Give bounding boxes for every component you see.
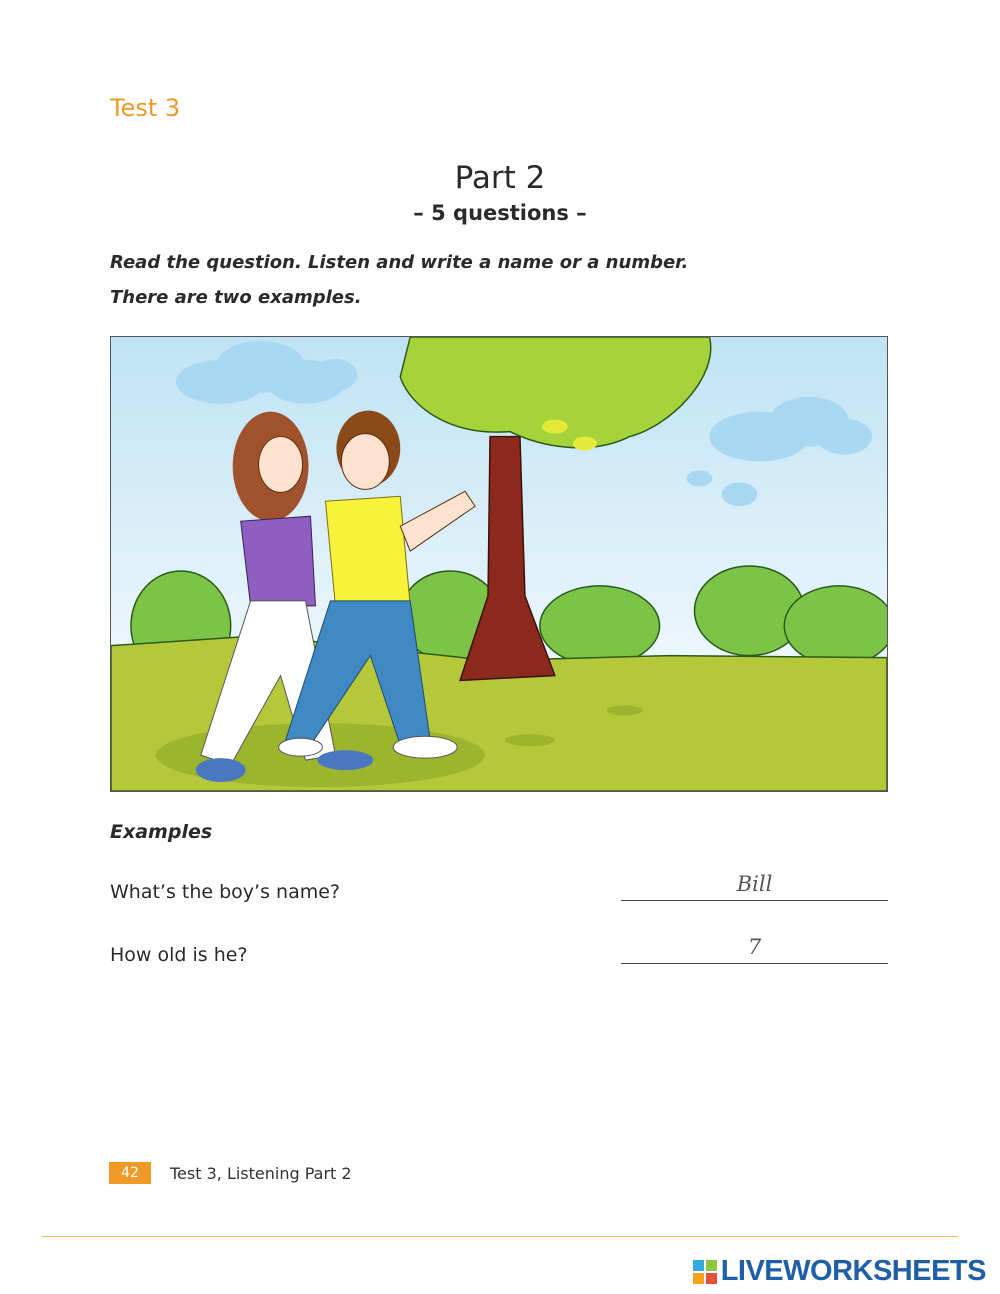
brand-name: LIVEWORKSHEETS [720,1255,986,1287]
test-label: Test 3 [110,94,181,122]
example-answer-2: 7 [747,935,762,959]
liveworksheets-logo-icon [693,1260,717,1284]
example-question-1: What’s the boy’s name? [110,881,340,903]
liveworksheets-logo[interactable] [693,1255,986,1288]
example-question-2: How old is he? [110,944,248,966]
footer-section: Test 3, Listening Part 2 [170,1164,352,1183]
example-answer-1: Bill [736,872,773,896]
instruction-line-2: There are two examples. [110,287,362,308]
park-scene-image [111,337,887,791]
park-illustration [110,336,888,792]
example-answer-2-line [621,933,888,964]
page-number: 42 [109,1162,151,1184]
part-subtitle: – 5 questions – [413,201,587,225]
example-answer-1-line [621,870,888,901]
examples-heading: Examples [110,821,213,843]
part-title: Part 2 [454,160,546,196]
footer-divider [42,1236,958,1237]
instruction-line-1: Read the question. Listen and write a name or a number. [110,252,689,273]
